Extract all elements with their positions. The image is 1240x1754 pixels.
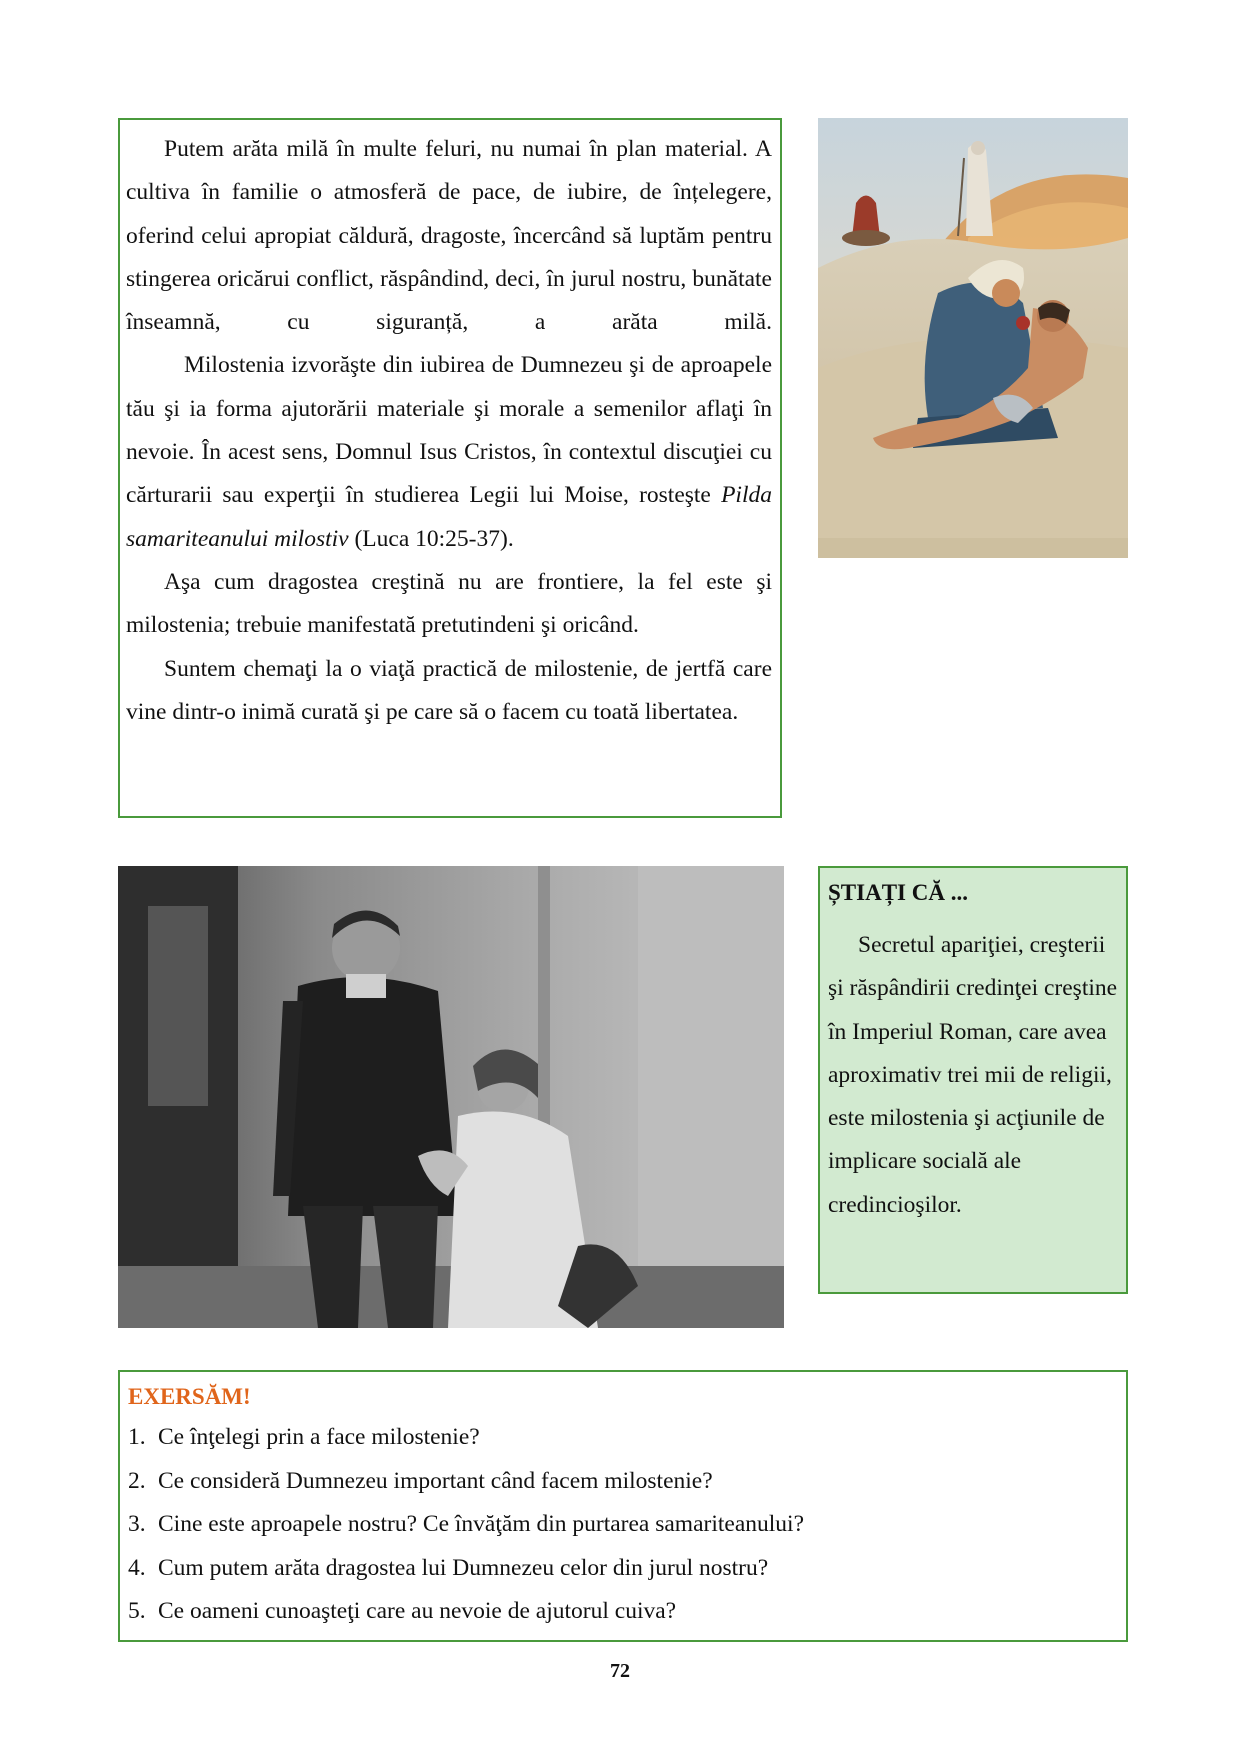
exercise-question: Cine este aproapele nostru? Ce învăţăm din purtarea samariteanului? — [158, 1511, 804, 1537]
did-you-know-title: ȘTIAȚI CĂ ... — [828, 880, 968, 905]
exercise-item — [128, 1547, 1118, 1591]
exercise-question: Cum putem arăta dragostea lui Dumnezeu celor din jurul nostru? — [158, 1554, 769, 1581]
good-samaritan-painting — [818, 118, 1128, 558]
paragraph-2 — [126, 344, 772, 560]
exercise-number: 4. — [128, 1554, 146, 1581]
exercise-number: 3. — [128, 1511, 146, 1537]
exercises-box — [118, 1370, 1128, 1642]
paragraph-1: Putem arăta milă în multe feluri, nu numai în plan material. A cultiva în familie o atmosferă de pace, de iubire, de înțelegere, oferind celui apropiat căldură, dragoste, încercând să luptăm pentru stingerea oricărui conflict, răspândind, deci, în jurul nostru, bunătate înseamnă, cu siguranță, a arăta milă. — [126, 136, 772, 336]
exercise-number: 2. — [128, 1467, 146, 1494]
helping-elderly-photo — [118, 866, 784, 1328]
exercise-item — [128, 1590, 1118, 1634]
exercise-number: 1. — [128, 1424, 146, 1450]
paragraph-4: Suntem chemaţi la o viaţă practică de milostenie, de jertfă care vine dintr-o inimă curată şi pe care să o facem cu toată libertatea. — [126, 655, 772, 725]
exercise-list — [128, 1416, 1118, 1634]
exercises-title: EXERSĂM! — [128, 1384, 251, 1409]
did-you-know-box — [818, 866, 1128, 1294]
exercise-number: 5. — [128, 1598, 146, 1624]
exercise-item — [128, 1503, 1118, 1547]
parable-title: Pilda samariteanului milostiv — [126, 482, 772, 552]
page-number: 72 — [610, 1660, 630, 1682]
did-you-know-text: Secretul apariţiei, creşterii şi răspândirii credinţei creştine în Imperiul Roman, care avea aproximativ trei mii de religii, este milostenia şi acţiunile de implicare socială ale credincioşilor. — [828, 932, 1118, 1218]
paragraph-3: Aşa cum dragostea creştină nu are frontiere, la fel este şi milostenia; trebuie manifestată pretutindeni şi oricând. — [126, 568, 772, 639]
exercise-question: Ce oameni cunoaşteţi care au nevoie de ajutorul cuiva? — [158, 1598, 677, 1624]
exercise-item — [128, 1416, 1118, 1460]
exercise-item — [128, 1460, 1118, 1504]
exercise-question: Ce înţelegi prin a face milostenie? — [158, 1424, 480, 1450]
scripture-reference: (Luca 10:25-37). — [354, 525, 514, 552]
exercise-question: Ce consideră Dumnezeu important când facem milostenie? — [158, 1467, 713, 1494]
main-text-box — [118, 118, 782, 818]
paragraph-2-start: Milostenia izvorăşte din iubirea de Dumnezeu şi de aproapele tău şi ia forma ajutorării materiale şi morale a semenilor aflaţi în nevoie. În acest sens, Domnul Isus Cristos, în contextul discuţiei cu cărturarii sau experţii în studierea Legii lui Moise, rosteşte — [126, 352, 772, 509]
